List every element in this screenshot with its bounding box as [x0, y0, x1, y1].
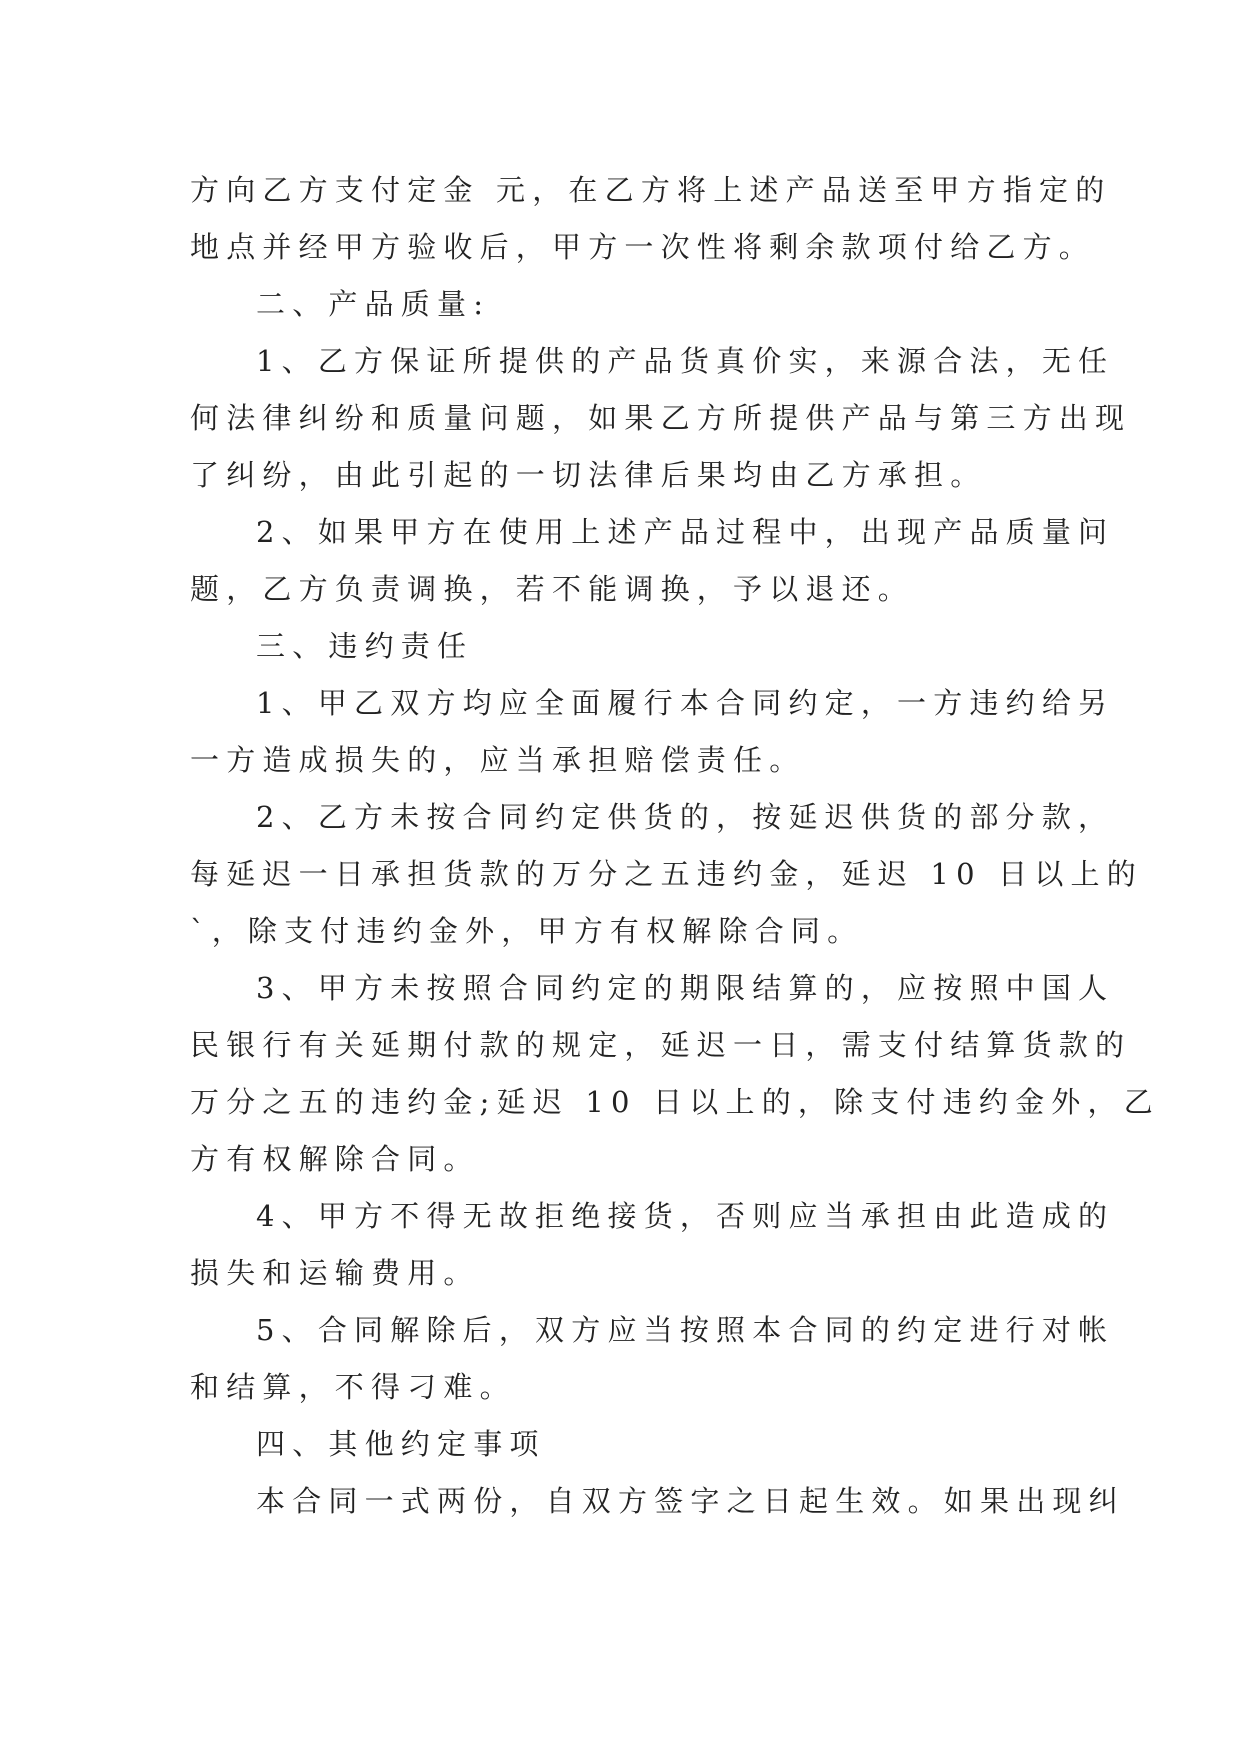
section-heading-product-quality: 二、产品质量: [256, 287, 491, 321]
text-line: 每延迟一日承担货款的万分之五违约金，延迟 10 日以上的 [190, 857, 1143, 891]
text-line: 和结算，不得刁难。 [190, 1370, 516, 1404]
text-line: 题，乙方负责调换，若不能调换，予以退还。 [190, 572, 915, 606]
text-line: 民银行有关延期付款的规定，延迟一日，需支付结算货款的 [190, 1028, 1132, 1062]
text-line: 2、乙方未按合同约定供货的，按延迟供货的部分款， [256, 800, 1115, 834]
text-line: 本合同一式两份，自双方签字之日起生效。如果出现纠 [256, 1484, 1125, 1518]
text-line: 方向乙方支付定金 元，在乙方将上述产品送至甲方指定的 [190, 173, 1112, 207]
text-line: `，除支付违约金外，甲方有权解除合同。 [190, 914, 864, 948]
text-line: 万分之五的违约金;延迟 10 日以上的，除支付违约金外，乙 [190, 1085, 1160, 1119]
text-line: 3、甲方未按照合同约定的期限结算的，应按照中国人 [256, 971, 1115, 1005]
section-heading-breach-liability: 三、违约责任 [256, 629, 474, 663]
text-line: 5、合同解除后，双方应当按照本合同的约定进行对帐 [256, 1313, 1115, 1347]
text-line: 方有权解除合同。 [190, 1142, 480, 1176]
text-line: 1、乙方保证所提供的产品货真价实，来源合法，无任 [256, 344, 1115, 378]
text-line: 2、如果甲方在使用上述产品过程中，出现产品质量问 [256, 515, 1115, 549]
text-line: 了纠纷，由此引起的一切法律后果均由乙方承担。 [190, 458, 987, 492]
text-line: 地点并经甲方验收后，甲方一次性将剩余款项付给乙方。 [190, 230, 1096, 264]
text-line: 4、甲方不得无故拒绝接货，否则应当承担由此造成的 [256, 1199, 1115, 1233]
text-line: 损失和运输费用。 [190, 1256, 480, 1290]
document-body [190, 162, 1160, 1530]
text-line: 何法律纠纷和质量问题，如果乙方所提供产品与第三方出现 [190, 401, 1132, 435]
text-line: 一方造成损失的，应当承担赔偿责任。 [190, 743, 806, 777]
text-line: 1、甲乙双方均应全面履行本合同约定，一方违约给另 [256, 686, 1115, 720]
section-heading-other-matters: 四、其他约定事项 [256, 1427, 546, 1461]
